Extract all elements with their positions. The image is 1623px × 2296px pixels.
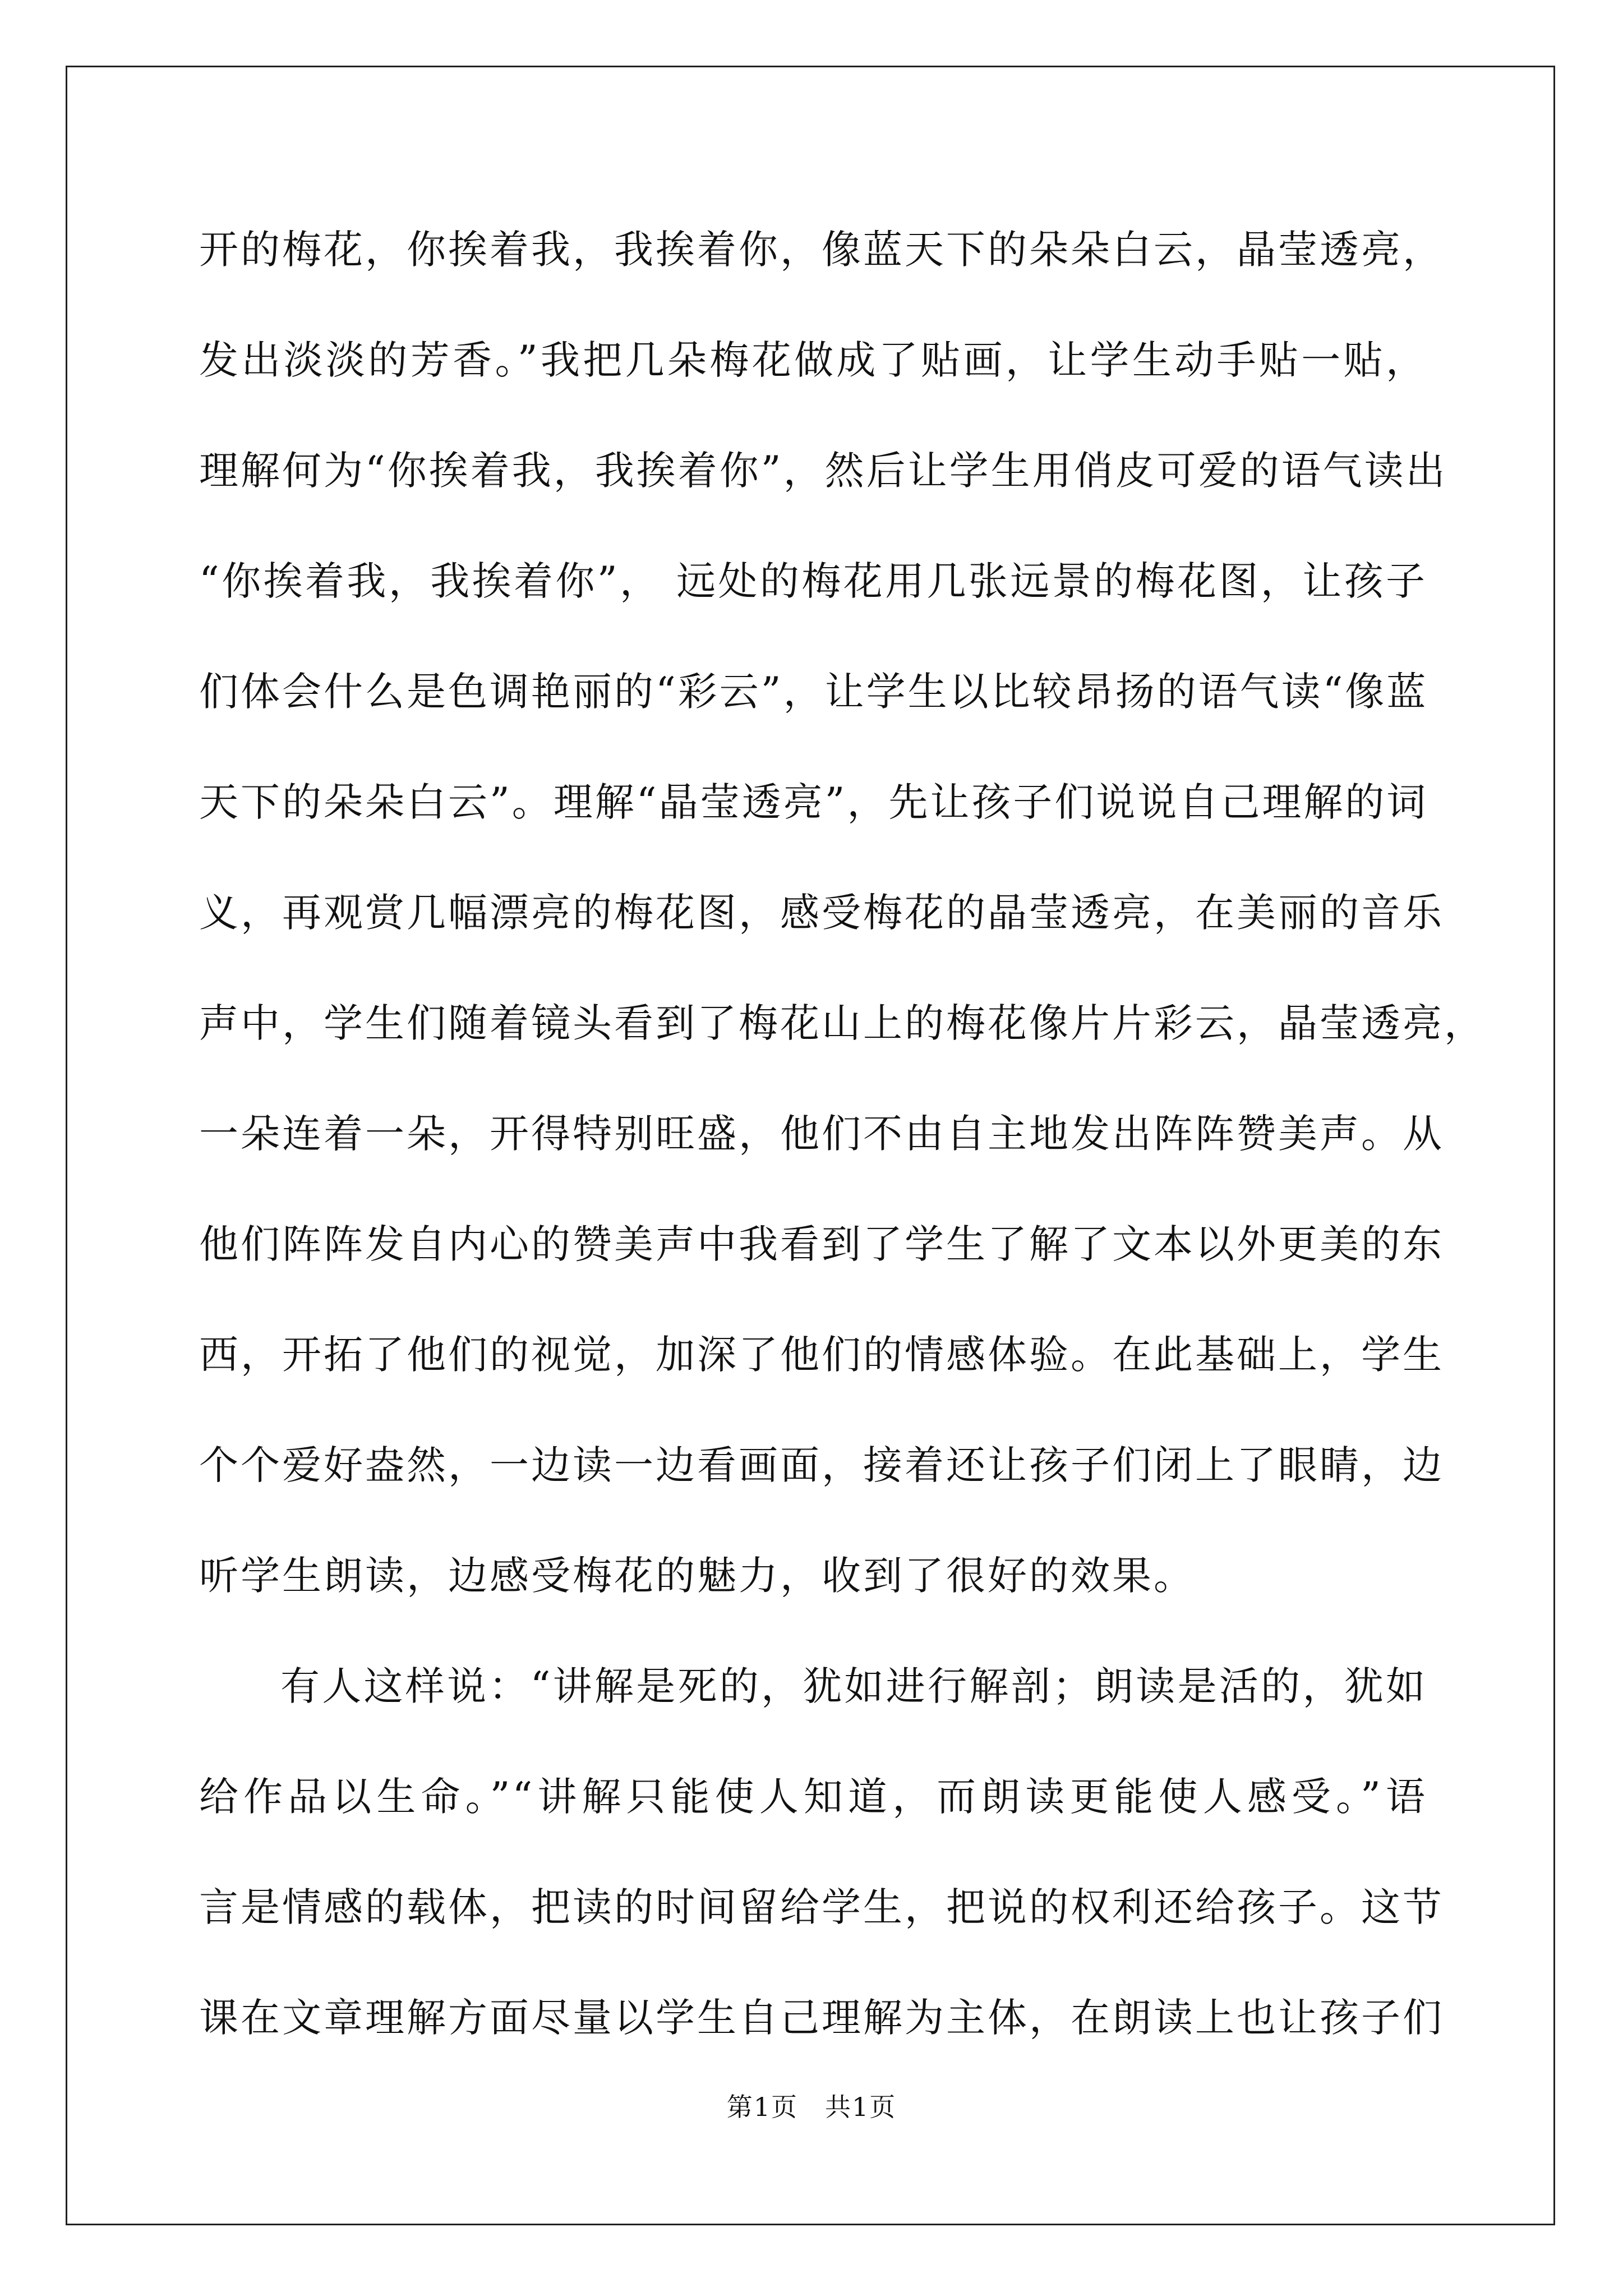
text-line: 西，开拓了他们的视觉，加深了他们的情感体验。在此基础上，学生 — [199, 1332, 1444, 1378]
text-line: 声中，学生们随着镜头看到了梅花山上的梅花像片片彩云，晶莹透亮， — [199, 1000, 1486, 1046]
text-line: 们体会什么是色调艳丽的“彩云”，让学生以比较昂扬的语气读“像蓝 — [199, 669, 1428, 715]
text-line: 课在文章理解方面尽量以学生自己理解为主体，在朗读上也让孩子们 — [199, 1995, 1444, 2041]
text-line: 个个爱好盎然，一边读一边看画面，接着还让孩子们闭上了眼睛，边 — [199, 1442, 1444, 1488]
text-line: 言是情感的载体，把读的时间留给学生，把说的权利还给孩子。这节 — [199, 1884, 1444, 1930]
text-line: 听学生朗读，边感受梅花的魅力，收到了很好的效果。 — [199, 1553, 1195, 1599]
text-line: 一朵连着一朵，开得特别旺盛，他们不由自主地发出阵阵赞美声。从 — [199, 1111, 1444, 1157]
text-line: “你挨着我，我挨着你”， 远处的梅花用几张远景的梅花图，让孩子 — [199, 558, 1427, 604]
text-line: 理解何为“你挨着我，我挨着你”，然后让学生用俏皮可爱的语气读出 — [199, 448, 1447, 494]
text-line: 天下的朵朵白云”。理解“晶莹透亮”，先让孩子们说说自己理解的词 — [199, 779, 1428, 825]
text-line: 开的梅花，你挨着我，我挨着你，像蓝天下的朵朵白云，晶莹透亮， — [199, 227, 1444, 273]
text-line: 有人这样说：“讲解是死的，犹如进行解剖；朗读是活的，犹如 — [280, 1663, 1427, 1709]
text-line: 义，再观赏几幅漂亮的梅花图，感受梅花的晶莹透亮，在美丽的音乐 — [199, 890, 1444, 936]
text-line: 发出淡淡的芳香。”我把几朵梅花做成了贴画，让学生动手贴一贴， — [199, 337, 1427, 383]
page-footer: 第1页 共1页 — [726, 2092, 897, 2122]
text-line: 给作品以生命。”“讲解只能使人知道，而朗读更能使人感受。”语 — [199, 1774, 1427, 1820]
body-text — [199, 213, 1486, 2092]
text-line: 他们阵阵发自内心的赞美声中我看到了学生了解了文本以外更美的东 — [199, 1221, 1444, 1267]
